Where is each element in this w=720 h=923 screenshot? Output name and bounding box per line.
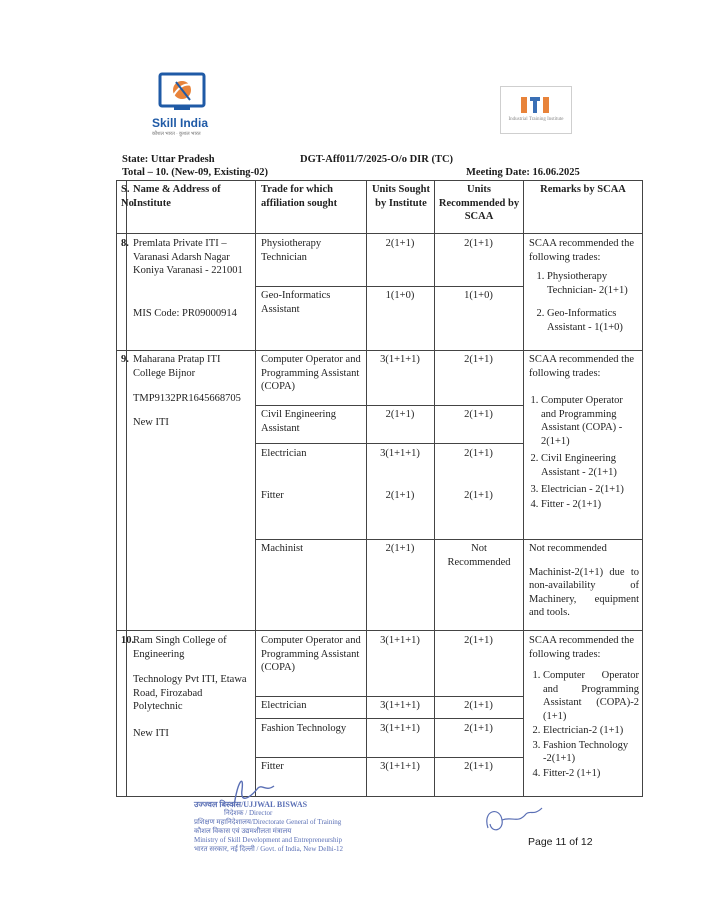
row10-remarks <box>529 634 639 784</box>
row10-units-4: 3(1+1+1) <box>380 761 420 772</box>
row10-units-3: 3(1+1+1) <box>380 723 420 734</box>
row10-trade-4: Fitter <box>261 761 284 772</box>
page-number: Page 11 of 12 <box>528 836 593 848</box>
row9-remark-head: SCAA recommended the following trades: <box>529 354 634 379</box>
row10-rec-1: 2(1+1) <box>464 635 493 646</box>
row8-rec-1: 2(1+1) <box>464 238 493 249</box>
row8-trade-2: Geo-Informatics Assistant <box>261 290 331 315</box>
stamp-line-4: कौशल विकास एवं उद्यमशीलता मंत्रालय <box>194 827 292 835</box>
meeting-date: Meeting Date: 16.06.2025 <box>466 167 580 178</box>
row9-units-1: 3(1+1+1) <box>380 354 420 365</box>
row10-remark-head: SCAA recommended the following trades: <box>529 635 634 660</box>
row9-remarks <box>529 353 639 515</box>
row9-type: New ITI <box>133 417 169 428</box>
row8-remark-2: 2. Geo-Informatics Assistant - 1(1+0) <box>547 307 639 334</box>
row10-remark-4: 4. Fitter-2 (1+1) <box>543 767 639 781</box>
row10-units-1: 3(1+1+1) <box>380 635 420 646</box>
stamp-line-3: प्रशिक्षण महानिदेशालय/Directorate General of Training <box>194 818 342 826</box>
row9-sno: 9. <box>121 354 129 365</box>
row9-rec-4: 2(1+1) <box>464 490 493 501</box>
total-count: Total – 10. (New-09, Existing-02) <box>122 167 269 178</box>
row10-type: New ITI <box>133 728 169 739</box>
row9-units-2: 2(1+1) <box>385 409 415 420</box>
row9-remark-not-body: Machinist-2(1+1) due to non-availability of Machinery, equipment and tools. <box>529 566 639 618</box>
row8-remark-1: 1. Physiotherapy Technician- 2(1+1) <box>547 270 639 297</box>
row9-remark-3: 3. Electrician - 2(1+1) <box>541 483 639 497</box>
row8-remark-head: SCAA recommended the following trades: <box>529 238 634 263</box>
stamp-line-1: उज्ज्वल बिस्वास/UJJWAL BISWAS <box>194 800 308 809</box>
row8-sno: 8. <box>121 238 129 249</box>
row9-rec-5: Not Recommended <box>447 543 511 568</box>
row10-rec-2: 2(1+1) <box>464 700 493 711</box>
row8-mis-code: MIS Code: PR09000914 <box>133 308 237 319</box>
row9-trade-5: Machinist <box>261 543 303 554</box>
row10-trade-2: Electrician <box>261 700 307 711</box>
row10-institute-name-1: Ram Singh College of Engineering <box>133 635 227 660</box>
row9-trade-2: Civil Engineering Assistant <box>261 409 336 434</box>
row9-trade-3: Electrician <box>261 448 307 459</box>
row9-trade-4: Fitter <box>261 490 284 501</box>
row9-units-5: 2(1+1) <box>385 543 415 554</box>
row10-trade-3: Fashion Technology <box>261 723 347 734</box>
row8-remarks <box>529 237 639 338</box>
col-name-header: Name & Address of Institute <box>133 184 221 209</box>
row9-remark-not-head: Not recommended <box>529 543 607 554</box>
skill-india-tagline: कौशल भारत · कुशल भारत <box>152 132 201 137</box>
row9-rec-2: 2(1+1) <box>464 409 493 420</box>
stamp-line-2: निदेशक / Director <box>224 809 273 817</box>
row8-units-2: 1(1+0) <box>385 290 415 301</box>
row10-units-2: 3(1+1+1) <box>380 700 420 711</box>
row9-remark-1: 1. Computer Operator and Programming Assistant (COPA) - 2(1+1) <box>541 394 639 448</box>
stamp-line-6: भारत सरकार, नई दिल्ली / Govt. of India, New Delhi-12 <box>194 845 344 853</box>
row10-rec-4: 2(1+1) <box>464 761 493 772</box>
row9-not-recommended <box>529 542 639 620</box>
signature <box>478 800 548 840</box>
row8-institute-name: Premlata Private ITI – Varanasi Adarsh Nagar Koniya Varanasi - 221001 <box>133 238 243 276</box>
row10-trade-1: Computer Operator and Programming Assistant (COPA) <box>261 635 361 673</box>
row10-rec-3: 2(1+1) <box>464 723 493 734</box>
row9-rec-3: 2(1+1) <box>464 448 493 459</box>
col-sno-header: S. No. <box>121 184 137 209</box>
iti-tagline: Industrial Training Institute <box>508 117 564 122</box>
state-label: State: Uttar Pradesh <box>122 154 215 165</box>
row9-remark-2: 2. Civil Engineering Assistant - 2(1+1) <box>541 452 639 479</box>
iti-logo <box>500 86 572 134</box>
row9-code: TMP9132PR1645668705 <box>133 393 241 404</box>
col-remarks-header: Remarks by SCAA <box>540 184 626 195</box>
row10-sno: 10. <box>121 635 135 646</box>
row9-rec-1: 2(1+1) <box>464 354 493 365</box>
row9-remark-4: 4. Fitter - 2(1+1) <box>541 498 639 512</box>
skill-india-logo <box>150 72 222 138</box>
row9-trade-1: Computer Operator and Programming Assistant (COPA) <box>261 354 361 392</box>
row8-units-1: 2(1+1) <box>385 238 415 249</box>
col-trade-header: Trade for which affiliation sought <box>261 184 338 209</box>
director-stamp <box>194 800 344 872</box>
col-units-header: Units Sought by Institute <box>371 184 431 209</box>
row9-institute-name: Maharana Pratap ITI College Bijnor <box>133 354 221 379</box>
row10-remark-2: 2. Electrician-2 (1+1) <box>543 724 639 738</box>
row10-institute-name-2: Technology Pvt ITI, Etawa Road, Firozabad Polytechnic <box>133 674 247 712</box>
row8-trade-1: Physiotherapy Technician <box>261 238 322 263</box>
row10-remark-1: 1. Computer Operator and Programming Assistant (COPA)-2 (1+1) <box>543 669 639 723</box>
skill-india-text: Skill India <box>152 116 209 130</box>
row9-units-4: 2(1+1) <box>385 490 415 501</box>
row10-remark-3: 3. Fashion Technology -2(1+1) <box>543 739 639 766</box>
file-reference: DGT-Aff011/7/2025-O/o DIR (TC) <box>300 154 454 165</box>
row8-rec-2: 1(1+0) <box>464 290 493 301</box>
stamp-line-5: Ministry of Skill Development and Entrepreneurship <box>194 836 342 844</box>
row9-units-3: 3(1+1+1) <box>380 448 420 459</box>
col-recommended-header: Units Recommended by SCAA <box>438 184 520 222</box>
